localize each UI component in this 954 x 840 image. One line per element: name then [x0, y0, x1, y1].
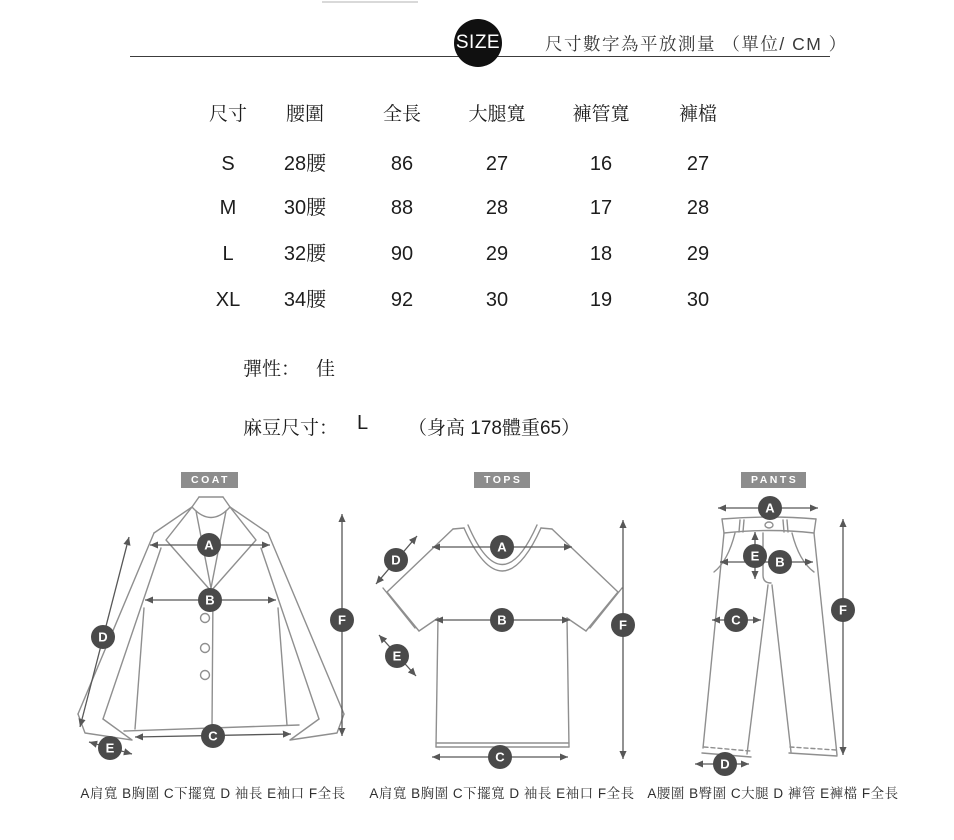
table-cell: 28 — [485, 197, 509, 219]
svg-text:C: C — [731, 612, 741, 628]
table-cell: 27 — [485, 153, 509, 175]
table-cell: 29 — [686, 243, 710, 265]
table-cell: 16 — [589, 153, 613, 175]
measure-marker-d — [91, 625, 115, 649]
table-cell: 18 — [589, 243, 613, 265]
elasticity-label: 彈性： — [243, 359, 301, 380]
pants-caption: A腰圍 B臀圍 C大腿 D 褲管 E褲檔 F全長 — [647, 786, 899, 801]
measure-marker-f — [330, 608, 354, 632]
table-row-s — [0, 151, 954, 177]
table-cell: 28腰 — [283, 153, 327, 175]
table-cell: L — [222, 243, 234, 265]
table-header-cell: 全長 — [382, 104, 422, 125]
coat-label: COAT — [181, 472, 238, 488]
table-header-cell: 褲檔 — [678, 104, 718, 125]
size-badge — [454, 19, 502, 67]
table-cell: S — [221, 153, 235, 175]
measure-marker-d — [384, 548, 408, 572]
table-row-l — [0, 241, 954, 267]
table-header-cell: 大腿寬 — [468, 104, 526, 125]
table-cell: 92 — [390, 289, 414, 311]
table-cell: 90 — [390, 243, 414, 265]
table-header-cell: 尺寸 — [208, 104, 248, 125]
svg-text:D: D — [720, 756, 730, 772]
pants-outline — [702, 517, 837, 757]
table-cell: 28 — [686, 197, 710, 219]
elasticity-value: 佳 — [316, 359, 336, 380]
measure-marker-b — [490, 608, 514, 632]
svg-text:C: C — [208, 728, 218, 744]
measure-marker-d — [713, 752, 737, 776]
svg-text:F: F — [619, 617, 627, 633]
pants-label: PANTS — [741, 472, 806, 488]
table-cell: 30 — [686, 289, 710, 311]
svg-text:A: A — [765, 500, 775, 516]
model-detail: （身高 178體重65） — [408, 418, 581, 439]
table-row-xl — [0, 287, 954, 313]
table-cell: 19 — [589, 289, 613, 311]
table-cell: M — [219, 197, 237, 219]
table-cell: 88 — [390, 197, 414, 219]
svg-text:B: B — [497, 612, 507, 628]
svg-text:E: E — [750, 548, 760, 564]
measure-marker-c — [201, 724, 225, 748]
measure-marker-f — [831, 598, 855, 622]
table-cell: 34腰 — [283, 289, 327, 311]
measure-marker-c — [724, 608, 748, 632]
measure-marker-f — [611, 613, 635, 637]
table-cell: 29 — [485, 243, 509, 265]
svg-text:B: B — [775, 554, 785, 570]
svg-text:A: A — [204, 537, 214, 553]
model-size-value: L — [357, 412, 369, 434]
svg-text:E: E — [105, 740, 115, 756]
measure-marker-e — [385, 644, 409, 668]
coat-diagram — [58, 488, 358, 775]
svg-text:F: F — [338, 612, 346, 628]
svg-text:F: F — [839, 602, 847, 618]
size-badge-label: SIZE — [455, 32, 501, 53]
measure-marker-e — [98, 736, 122, 760]
measure-marker-b — [198, 588, 222, 612]
table-cell: 27 — [686, 153, 710, 175]
measure-marker-b — [768, 550, 792, 574]
tops-diagram — [370, 500, 635, 772]
model-size-label: 麻豆尺寸： — [243, 418, 339, 439]
measure-marker-e — [743, 544, 767, 568]
table-cell: XL — [215, 289, 241, 311]
table-header-cell: 褲管寬 — [572, 104, 630, 125]
tops-caption: A肩寬 B胸圍 C下擺寬 D 袖長 E袖口 F全長 — [369, 786, 635, 801]
svg-text:A: A — [497, 539, 507, 555]
tops-label: TOPS — [474, 472, 530, 488]
table-row-m — [0, 195, 954, 221]
svg-text:E: E — [392, 648, 402, 664]
measure-marker-c — [488, 745, 512, 769]
table-cell: 17 — [589, 197, 613, 219]
table-header-cell: 腰圍 — [285, 104, 325, 125]
measure-marker-a — [197, 533, 221, 557]
pants-diagram — [685, 495, 860, 782]
measure-marker-a — [758, 496, 782, 520]
table-cell: 30腰 — [283, 197, 327, 219]
top-cropped-line — [322, 1, 418, 3]
table-cell: 30 — [485, 289, 509, 311]
coat-caption: A肩寬 B胸圍 C下擺寬 D 袖長 E袖口 F全長 — [80, 786, 346, 801]
svg-text:D: D — [391, 552, 401, 568]
pants-measure-arrows — [695, 496, 855, 776]
svg-text:D: D — [98, 629, 108, 645]
svg-text:B: B — [205, 592, 215, 608]
table-cell: 32腰 — [283, 243, 327, 265]
table-cell: 86 — [390, 153, 414, 175]
measurement-note: 尺寸數字為平放測量 （單位/ CM ） — [545, 34, 848, 54]
table-header-row — [0, 102, 954, 128]
svg-text:C: C — [495, 749, 505, 765]
tops-measure-arrows — [376, 520, 635, 769]
measure-marker-a — [490, 535, 514, 559]
